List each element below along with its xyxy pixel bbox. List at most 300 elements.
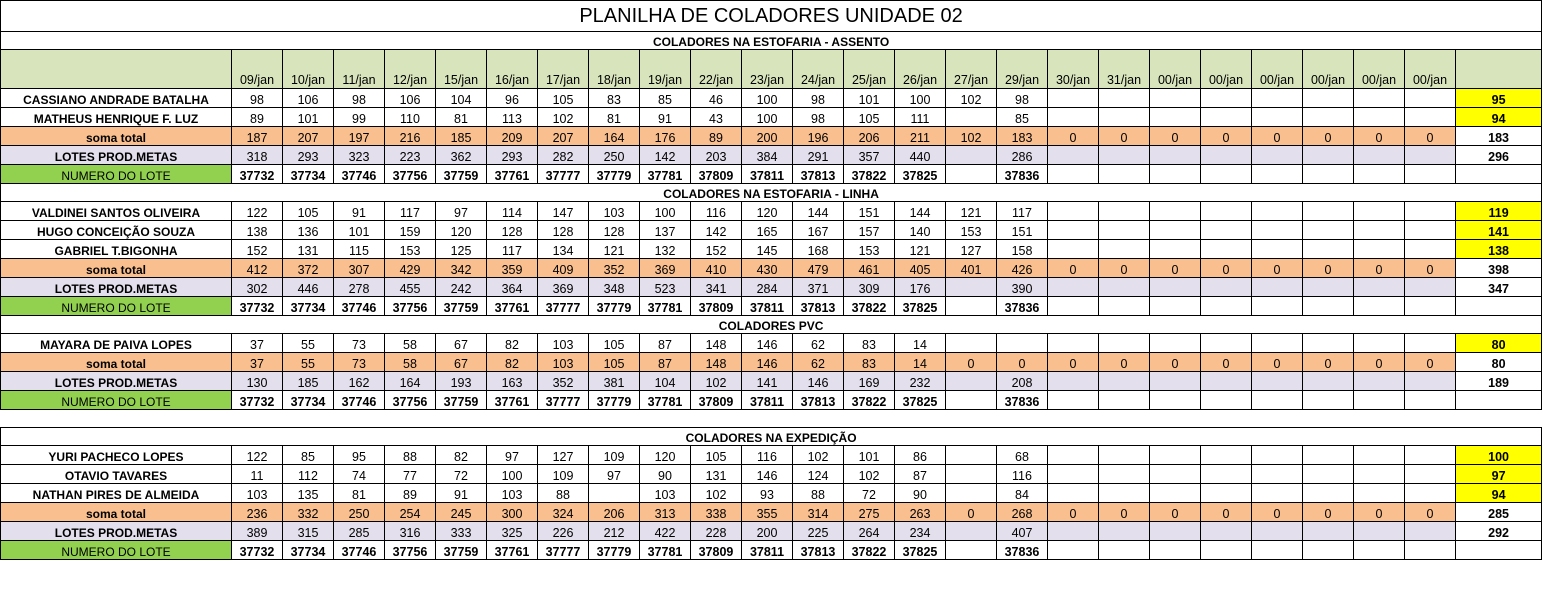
- value-cell[interactable]: [1099, 391, 1150, 410]
- value-cell[interactable]: 103: [487, 484, 538, 503]
- value-cell[interactable]: [1201, 522, 1252, 541]
- average-header-cell[interactable]: [1456, 50, 1542, 89]
- value-cell[interactable]: 97: [436, 202, 487, 221]
- value-cell[interactable]: 372: [283, 259, 334, 278]
- value-cell[interactable]: [1354, 146, 1405, 165]
- value-cell[interactable]: 197: [334, 127, 385, 146]
- value-cell[interactable]: 127: [538, 446, 589, 465]
- value-cell[interactable]: 341: [691, 278, 742, 297]
- value-cell[interactable]: [1252, 465, 1303, 484]
- value-cell[interactable]: [1048, 108, 1099, 127]
- value-cell[interactable]: 0: [1048, 353, 1099, 372]
- value-cell[interactable]: [1099, 465, 1150, 484]
- value-cell[interactable]: 0: [1405, 259, 1456, 278]
- value-cell[interactable]: 130: [232, 372, 283, 391]
- value-cell[interactable]: 146: [742, 334, 793, 353]
- value-cell[interactable]: 132: [640, 240, 691, 259]
- value-cell[interactable]: 37761: [487, 297, 538, 316]
- value-cell[interactable]: 37732: [232, 541, 283, 560]
- value-cell[interactable]: [1099, 108, 1150, 127]
- value-cell[interactable]: 176: [640, 127, 691, 146]
- value-cell[interactable]: 236: [232, 503, 283, 522]
- value-cell[interactable]: [1303, 278, 1354, 297]
- value-cell[interactable]: 37809: [691, 391, 742, 410]
- value-cell[interactable]: 196: [793, 127, 844, 146]
- value-cell[interactable]: 168: [793, 240, 844, 259]
- date-header-cell[interactable]: 29/jan: [997, 50, 1048, 89]
- value-cell[interactable]: 153: [946, 221, 997, 240]
- value-cell[interactable]: 37811: [742, 391, 793, 410]
- value-cell[interactable]: [946, 522, 997, 541]
- value-cell[interactable]: 162: [334, 372, 385, 391]
- value-cell[interactable]: 293: [283, 146, 334, 165]
- value-cell[interactable]: 293: [487, 146, 538, 165]
- value-cell[interactable]: 37761: [487, 541, 538, 560]
- value-cell[interactable]: 37822: [844, 165, 895, 184]
- value-cell[interactable]: 209: [487, 127, 538, 146]
- value-cell[interactable]: [1303, 221, 1354, 240]
- value-cell[interactable]: 206: [589, 503, 640, 522]
- value-cell[interactable]: 185: [436, 127, 487, 146]
- value-cell[interactable]: 101: [844, 446, 895, 465]
- value-cell[interactable]: 128: [487, 221, 538, 240]
- value-cell[interactable]: 152: [232, 240, 283, 259]
- value-cell[interactable]: 43: [691, 108, 742, 127]
- row-label-cell[interactable]: LOTES PROD.METAS: [1, 372, 232, 391]
- value-cell[interactable]: 157: [844, 221, 895, 240]
- value-cell[interactable]: 37732: [232, 391, 283, 410]
- value-cell[interactable]: 159: [385, 221, 436, 240]
- value-cell[interactable]: 82: [436, 446, 487, 465]
- value-cell[interactable]: 254: [385, 503, 436, 522]
- value-cell[interactable]: 37732: [232, 165, 283, 184]
- sheet-title[interactable]: PLANILHA DE COLADORES UNIDADE 02: [1, 1, 1542, 32]
- value-cell[interactable]: 37809: [691, 297, 742, 316]
- value-cell[interactable]: 0: [1201, 353, 1252, 372]
- value-cell[interactable]: 264: [844, 522, 895, 541]
- value-cell[interactable]: [1354, 202, 1405, 221]
- value-cell[interactable]: [1201, 146, 1252, 165]
- value-cell[interactable]: 207: [283, 127, 334, 146]
- value-cell[interactable]: 212: [589, 522, 640, 541]
- value-cell[interactable]: 145: [742, 240, 793, 259]
- value-cell[interactable]: [1405, 221, 1456, 240]
- value-cell[interactable]: 114: [487, 202, 538, 221]
- value-cell[interactable]: 357: [844, 146, 895, 165]
- value-cell[interactable]: 37761: [487, 165, 538, 184]
- value-cell[interactable]: 37781: [640, 391, 691, 410]
- value-cell[interactable]: 104: [436, 89, 487, 108]
- value-cell[interactable]: 82: [487, 353, 538, 372]
- value-cell[interactable]: 0: [1405, 127, 1456, 146]
- value-cell[interactable]: [1150, 446, 1201, 465]
- value-cell[interactable]: 105: [589, 353, 640, 372]
- value-cell[interactable]: 128: [538, 221, 589, 240]
- average-cell[interactable]: 141: [1456, 221, 1542, 240]
- row-label-cell[interactable]: soma total: [1, 259, 232, 278]
- value-cell[interactable]: [1099, 334, 1150, 353]
- value-cell[interactable]: 37756: [385, 297, 436, 316]
- value-cell[interactable]: 146: [742, 353, 793, 372]
- row-label-cell[interactable]: LOTES PROD.METAS: [1, 522, 232, 541]
- value-cell[interactable]: [1354, 446, 1405, 465]
- value-cell[interactable]: [1303, 391, 1354, 410]
- value-cell[interactable]: 206: [844, 127, 895, 146]
- value-cell[interactable]: 147: [538, 202, 589, 221]
- average-cell[interactable]: 138: [1456, 240, 1542, 259]
- value-cell[interactable]: [1048, 278, 1099, 297]
- value-cell[interactable]: [1201, 391, 1252, 410]
- value-cell[interactable]: 85: [997, 108, 1048, 127]
- value-cell[interactable]: 0: [1405, 503, 1456, 522]
- value-cell[interactable]: 158: [997, 240, 1048, 259]
- value-cell[interactable]: 88: [538, 484, 589, 503]
- value-cell[interactable]: 14: [895, 353, 946, 372]
- value-cell[interactable]: 37836: [997, 541, 1048, 560]
- value-cell[interactable]: 14: [895, 334, 946, 353]
- value-cell[interactable]: [1354, 522, 1405, 541]
- value-cell[interactable]: 314: [793, 503, 844, 522]
- value-cell[interactable]: 137: [640, 221, 691, 240]
- value-cell[interactable]: 87: [640, 353, 691, 372]
- value-cell[interactable]: 105: [283, 202, 334, 221]
- value-cell[interactable]: 208: [997, 372, 1048, 391]
- value-cell[interactable]: [1201, 108, 1252, 127]
- value-cell[interactable]: [1099, 89, 1150, 108]
- value-cell[interactable]: 100: [742, 89, 793, 108]
- value-cell[interactable]: 37822: [844, 297, 895, 316]
- value-cell[interactable]: 103: [538, 334, 589, 353]
- value-cell[interactable]: [1354, 541, 1405, 560]
- value-cell[interactable]: 103: [589, 202, 640, 221]
- value-cell[interactable]: [1150, 541, 1201, 560]
- value-cell[interactable]: 153: [844, 240, 895, 259]
- average-cell[interactable]: 100: [1456, 446, 1542, 465]
- value-cell[interactable]: 109: [589, 446, 640, 465]
- value-cell[interactable]: [1150, 278, 1201, 297]
- value-cell[interactable]: 84: [997, 484, 1048, 503]
- value-cell[interactable]: 369: [538, 278, 589, 297]
- value-cell[interactable]: 62: [793, 353, 844, 372]
- row-label-cell[interactable]: VALDINEI SANTOS OLIVEIRA: [1, 202, 232, 221]
- value-cell[interactable]: 120: [640, 446, 691, 465]
- value-cell[interactable]: [1303, 165, 1354, 184]
- value-cell[interactable]: [1048, 221, 1099, 240]
- date-header-cell[interactable]: 17/jan: [538, 50, 589, 89]
- value-cell[interactable]: [1099, 165, 1150, 184]
- value-cell[interactable]: 105: [691, 446, 742, 465]
- value-cell[interactable]: 68: [997, 446, 1048, 465]
- value-cell[interactable]: 73: [334, 353, 385, 372]
- value-cell[interactable]: 37811: [742, 165, 793, 184]
- value-cell[interactable]: 0: [1201, 259, 1252, 278]
- value-cell[interactable]: 115: [334, 240, 385, 259]
- value-cell[interactable]: 74: [334, 465, 385, 484]
- value-cell[interactable]: 37813: [793, 165, 844, 184]
- value-cell[interactable]: 55: [283, 334, 334, 353]
- value-cell[interactable]: 37: [232, 353, 283, 372]
- value-cell[interactable]: 37822: [844, 391, 895, 410]
- value-cell[interactable]: 37756: [385, 165, 436, 184]
- value-cell[interactable]: [1099, 541, 1150, 560]
- value-cell[interactable]: 111: [895, 108, 946, 127]
- value-cell[interactable]: [1099, 484, 1150, 503]
- value-cell[interactable]: 37813: [793, 391, 844, 410]
- value-cell[interactable]: 225: [793, 522, 844, 541]
- value-cell[interactable]: 95: [334, 446, 385, 465]
- value-cell[interactable]: 37779: [589, 165, 640, 184]
- value-cell[interactable]: 37781: [640, 541, 691, 560]
- value-cell[interactable]: 125: [436, 240, 487, 259]
- value-cell[interactable]: [1099, 522, 1150, 541]
- value-cell[interactable]: 58: [385, 353, 436, 372]
- average-cell[interactable]: 80: [1456, 353, 1542, 372]
- value-cell[interactable]: 136: [283, 221, 334, 240]
- value-cell[interactable]: 85: [640, 89, 691, 108]
- row-label-cell[interactable]: NUMERO DO LOTE: [1, 391, 232, 410]
- value-cell[interactable]: [1150, 108, 1201, 127]
- value-cell[interactable]: 103: [640, 484, 691, 503]
- value-cell[interactable]: 216: [385, 127, 436, 146]
- value-cell[interactable]: 98: [793, 108, 844, 127]
- value-cell[interactable]: [1048, 334, 1099, 353]
- value-cell[interactable]: 122: [232, 446, 283, 465]
- value-cell[interactable]: 116: [742, 446, 793, 465]
- value-cell[interactable]: [1150, 221, 1201, 240]
- value-cell[interactable]: 0: [1099, 259, 1150, 278]
- value-cell[interactable]: [1354, 391, 1405, 410]
- value-cell[interactable]: 245: [436, 503, 487, 522]
- value-cell[interactable]: 88: [385, 446, 436, 465]
- value-cell[interactable]: 0: [1150, 259, 1201, 278]
- value-cell[interactable]: 89: [232, 108, 283, 127]
- value-cell[interactable]: 323: [334, 146, 385, 165]
- value-cell[interactable]: 234: [895, 522, 946, 541]
- average-cell[interactable]: 398: [1456, 259, 1542, 278]
- value-cell[interactable]: 37734: [283, 297, 334, 316]
- value-cell[interactable]: [1252, 522, 1303, 541]
- value-cell[interactable]: 163: [487, 372, 538, 391]
- value-cell[interactable]: 81: [436, 108, 487, 127]
- value-cell[interactable]: [1405, 372, 1456, 391]
- value-cell[interactable]: 37779: [589, 297, 640, 316]
- value-cell[interactable]: 169: [844, 372, 895, 391]
- section-title[interactable]: COLADORES PVC: [1, 316, 1542, 334]
- value-cell[interactable]: [1150, 240, 1201, 259]
- value-cell[interactable]: 101: [283, 108, 334, 127]
- value-cell[interactable]: 187: [232, 127, 283, 146]
- date-header-cell[interactable]: 26/jan: [895, 50, 946, 89]
- date-header-cell[interactable]: 10/jan: [283, 50, 334, 89]
- value-cell[interactable]: 401: [946, 259, 997, 278]
- value-cell[interactable]: 91: [436, 484, 487, 503]
- average-cell[interactable]: 285: [1456, 503, 1542, 522]
- value-cell[interactable]: [1201, 334, 1252, 353]
- value-cell[interactable]: 58: [385, 334, 436, 353]
- value-cell[interactable]: 142: [691, 221, 742, 240]
- value-cell[interactable]: 37836: [997, 165, 1048, 184]
- value-cell[interactable]: 0: [1099, 503, 1150, 522]
- value-cell[interactable]: 369: [640, 259, 691, 278]
- value-cell[interactable]: [1405, 446, 1456, 465]
- value-cell[interactable]: 37781: [640, 297, 691, 316]
- value-cell[interactable]: 37777: [538, 541, 589, 560]
- value-cell[interactable]: 73: [334, 334, 385, 353]
- value-cell[interactable]: 0: [1201, 127, 1252, 146]
- average-cell[interactable]: [1456, 391, 1542, 410]
- date-header-cell[interactable]: 09/jan: [232, 50, 283, 89]
- value-cell[interactable]: 102: [844, 465, 895, 484]
- value-cell[interactable]: [1048, 446, 1099, 465]
- value-cell[interactable]: [1201, 541, 1252, 560]
- value-cell[interactable]: 348: [589, 278, 640, 297]
- value-cell[interactable]: 97: [487, 446, 538, 465]
- date-header-cell[interactable]: 19/jan: [640, 50, 691, 89]
- value-cell[interactable]: 37779: [589, 391, 640, 410]
- value-cell[interactable]: 429: [385, 259, 436, 278]
- value-cell[interactable]: 37732: [232, 297, 283, 316]
- average-cell[interactable]: 183: [1456, 127, 1542, 146]
- value-cell[interactable]: 211: [895, 127, 946, 146]
- value-cell[interactable]: 46: [691, 89, 742, 108]
- value-cell[interactable]: 37746: [334, 297, 385, 316]
- value-cell[interactable]: 0: [1150, 503, 1201, 522]
- date-header-cell[interactable]: 18/jan: [589, 50, 640, 89]
- value-cell[interactable]: 164: [589, 127, 640, 146]
- value-cell[interactable]: [946, 465, 997, 484]
- value-cell[interactable]: 0: [1354, 259, 1405, 278]
- value-cell[interactable]: [946, 334, 997, 353]
- value-cell[interactable]: [997, 334, 1048, 353]
- value-cell[interactable]: [1150, 522, 1201, 541]
- value-cell[interactable]: 140: [895, 221, 946, 240]
- value-cell[interactable]: [1303, 108, 1354, 127]
- value-cell[interactable]: [1048, 372, 1099, 391]
- value-cell[interactable]: 135: [283, 484, 334, 503]
- value-cell[interactable]: 37811: [742, 541, 793, 560]
- value-cell[interactable]: 11: [232, 465, 283, 484]
- value-cell[interactable]: 37759: [436, 165, 487, 184]
- value-cell[interactable]: [1048, 146, 1099, 165]
- value-cell[interactable]: 422: [640, 522, 691, 541]
- value-cell[interactable]: [1405, 240, 1456, 259]
- value-cell[interactable]: 426: [997, 259, 1048, 278]
- value-cell[interactable]: [1252, 278, 1303, 297]
- value-cell[interactable]: 0: [1150, 127, 1201, 146]
- value-cell[interactable]: 93: [742, 484, 793, 503]
- value-cell[interactable]: 226: [538, 522, 589, 541]
- value-cell[interactable]: [946, 165, 997, 184]
- value-cell[interactable]: 37813: [793, 297, 844, 316]
- value-cell[interactable]: 302: [232, 278, 283, 297]
- value-cell[interactable]: 88: [793, 484, 844, 503]
- value-cell[interactable]: [1252, 372, 1303, 391]
- value-cell[interactable]: [1048, 89, 1099, 108]
- value-cell[interactable]: [1303, 297, 1354, 316]
- value-cell[interactable]: [1099, 372, 1150, 391]
- value-cell[interactable]: 332: [283, 503, 334, 522]
- value-cell[interactable]: 384: [742, 146, 793, 165]
- value-cell[interactable]: 120: [742, 202, 793, 221]
- value-cell[interactable]: 412: [232, 259, 283, 278]
- value-cell[interactable]: 0: [1252, 259, 1303, 278]
- value-cell[interactable]: 0: [946, 353, 997, 372]
- value-cell[interactable]: 284: [742, 278, 793, 297]
- value-cell[interactable]: [1048, 484, 1099, 503]
- row-label-cell[interactable]: LOTES PROD.METAS: [1, 146, 232, 165]
- value-cell[interactable]: 37761: [487, 391, 538, 410]
- value-cell[interactable]: 352: [538, 372, 589, 391]
- value-cell[interactable]: 203: [691, 146, 742, 165]
- value-cell[interactable]: 185: [283, 372, 334, 391]
- value-cell[interactable]: 90: [640, 465, 691, 484]
- row-label-cell[interactable]: GABRIEL T.BIGONHA: [1, 240, 232, 259]
- value-cell[interactable]: 0: [1252, 353, 1303, 372]
- value-cell[interactable]: [946, 391, 997, 410]
- average-cell[interactable]: 94: [1456, 108, 1542, 127]
- value-cell[interactable]: [1150, 391, 1201, 410]
- value-cell[interactable]: 165: [742, 221, 793, 240]
- value-cell[interactable]: [1354, 465, 1405, 484]
- value-cell[interactable]: 117: [997, 202, 1048, 221]
- value-cell[interactable]: [1252, 391, 1303, 410]
- value-cell[interactable]: 250: [334, 503, 385, 522]
- value-cell[interactable]: [1150, 202, 1201, 221]
- value-cell[interactable]: 0: [1303, 353, 1354, 372]
- value-cell[interactable]: 324: [538, 503, 589, 522]
- value-cell[interactable]: 89: [385, 484, 436, 503]
- value-cell[interactable]: [1252, 240, 1303, 259]
- value-cell[interactable]: 120: [436, 221, 487, 240]
- value-cell[interactable]: 0: [1252, 127, 1303, 146]
- value-cell[interactable]: 242: [436, 278, 487, 297]
- value-cell[interactable]: 153: [385, 240, 436, 259]
- row-label-cell[interactable]: YURI PACHECO LOPES: [1, 446, 232, 465]
- value-cell[interactable]: 223: [385, 146, 436, 165]
- value-cell[interactable]: 389: [232, 522, 283, 541]
- value-cell[interactable]: 285: [334, 522, 385, 541]
- date-header-cell[interactable]: 12/jan: [385, 50, 436, 89]
- value-cell[interactable]: 364: [487, 278, 538, 297]
- value-cell[interactable]: 138: [232, 221, 283, 240]
- value-cell[interactable]: 82: [487, 334, 538, 353]
- value-cell[interactable]: 110: [385, 108, 436, 127]
- value-cell[interactable]: [1354, 240, 1405, 259]
- value-cell[interactable]: 338: [691, 503, 742, 522]
- date-header-cell[interactable]: 31/jan: [1099, 50, 1150, 89]
- row-label-cell[interactable]: CASSIANO ANDRADE BATALHA: [1, 89, 232, 108]
- value-cell[interactable]: 250: [589, 146, 640, 165]
- value-cell[interactable]: [1303, 446, 1354, 465]
- value-cell[interactable]: [1405, 89, 1456, 108]
- value-cell[interactable]: 151: [997, 221, 1048, 240]
- value-cell[interactable]: 148: [691, 334, 742, 353]
- header-corner-cell[interactable]: [1, 50, 232, 89]
- value-cell[interactable]: 37756: [385, 541, 436, 560]
- value-cell[interactable]: 228: [691, 522, 742, 541]
- value-cell[interactable]: [1405, 297, 1456, 316]
- value-cell[interactable]: [1099, 297, 1150, 316]
- value-cell[interactable]: 440: [895, 146, 946, 165]
- value-cell[interactable]: [946, 541, 997, 560]
- value-cell[interactable]: 167: [793, 221, 844, 240]
- value-cell[interactable]: 0: [1150, 353, 1201, 372]
- value-cell[interactable]: [1201, 278, 1252, 297]
- value-cell[interactable]: 207: [538, 127, 589, 146]
- row-label-cell[interactable]: NUMERO DO LOTE: [1, 541, 232, 560]
- value-cell[interactable]: 0: [997, 353, 1048, 372]
- value-cell[interactable]: [1303, 89, 1354, 108]
